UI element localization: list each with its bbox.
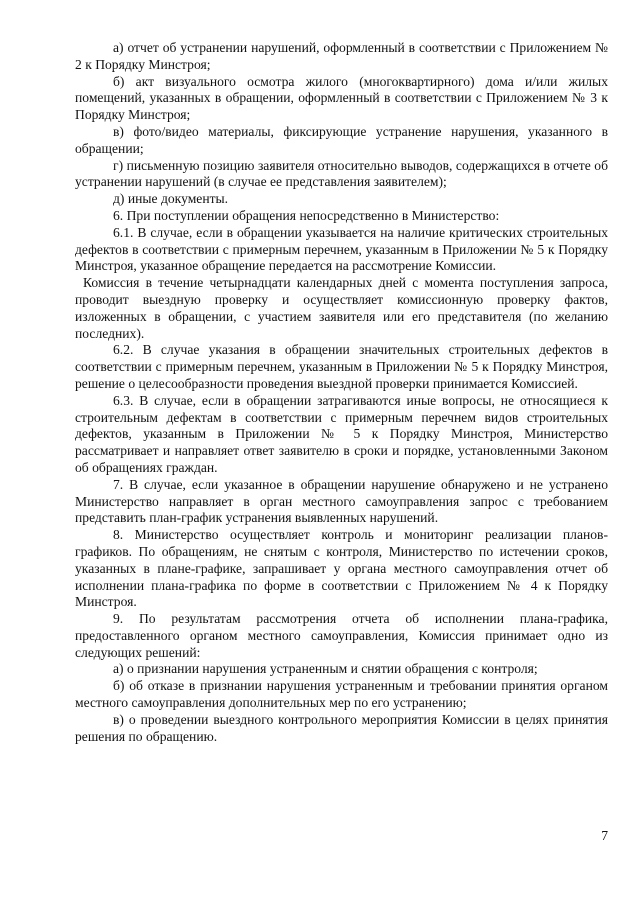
- paragraph-item-b: б) акт визуального осмотра жилого (многоквартирного) дома и/или жилых помещений, указанных в обращении, оформленный в соответствии с Приложением № 3 к Порядку Минстроя;: [75, 73, 608, 123]
- paragraph-decision-a: а) о признании нарушения устраненным и снятии обращения с контроля;: [113, 661, 538, 677]
- paragraph-section-6: 6. При поступлении обращения непосредственно в Министерство:: [113, 207, 500, 223]
- paragraph-section-6-1: 6.1. В случае, если в обращении указывается на наличие критических строительных дефектов в соответствии с примерным перечнем, указанным в Приложении № 5 к Порядку Минстроя, указанное обращение передается на рассмотрение Комиссии.: [75, 224, 608, 274]
- paragraph-item-a: а) отчет об устранении нарушений, оформленный в соответствии с Приложением № 2 к Порядку Минстроя;: [75, 40, 608, 72]
- paragraph-commission: Комиссия в течение четырнадцати календарных дней с момента поступления запроса, проводит выездную проверку и осуществляет комиссионную проверку фактов, изложенных в обращении, с участием заявителя или его представителя (по желанию последних).: [75, 275, 608, 341]
- paragraph-section-7: 7. В случае, если указанное в обращении нарушение обнаружено и не устранено Министерство направляет в орган местного самоуправления запрос с требованием представить план-график устранения выявленных нарушений.: [75, 476, 608, 526]
- paragraph-section-6-3: 6.3. В случае, если в обращении затрагиваются иные вопросы, не относящиеся к строительным дефектам в соответствии с примерным перечнем видов строительных дефектов, указанным в Приложении № 5 к Порядку Минстроя, Министерство рассматривает и направляет ответ заявителю в сроки и порядке, установленными Законом об обращениях граждан.: [75, 392, 608, 475]
- paragraph-section-9: 9. По результатам рассмотрения отчета об исполнении плана-графика, предоставленного органом местного самоуправления, Комиссия принимает одно из следующих решений:: [75, 611, 608, 660]
- page-number: 7: [601, 828, 608, 843]
- body-text: [75, 40, 608, 745]
- paragraph-section-6-2: 6.2. В случае указания в обращении значительных строительных дефектов в соответствии с примерным перечнем, указанным в Приложении № 5 к Порядку Минстроя, решение о целесообразности проведения выездной проверки принимается Комиссией.: [75, 342, 608, 391]
- paragraph-item-v: в) фото/видео материалы, фиксирующие устранение нарушения, указанного в обращении;: [75, 123, 608, 156]
- paragraph-item-d: д) иные документы.: [113, 191, 229, 207]
- paragraph-item-g: г) письменную позицию заявителя относительно выводов, содержащихся в отчете об устранении нарушений (в случае ее представления заявителем);: [75, 157, 608, 190]
- paragraph-section-8: 8. Министерство осуществляет контроль и мониторинг реализации планов-графиков. По обращениям, не снятым с контроля, Министерство по истечении сроков, указанных в плане-графике, запрашивает у органа местного самоуправления отчет об исполнении плана-графика по форме в соответствии с Приложением № 4 к Порядку Минстроя.: [75, 527, 608, 610]
- paragraph-decision-b: б) об отказе в признании нарушения устраненным и требовании принятия органом местного самоуправления дополнительных мер по его устранению;: [75, 678, 608, 711]
- paragraph-decision-v: в) о проведении выездного контрольного мероприятия Комиссии в целях принятия решения по обращению.: [75, 711, 608, 744]
